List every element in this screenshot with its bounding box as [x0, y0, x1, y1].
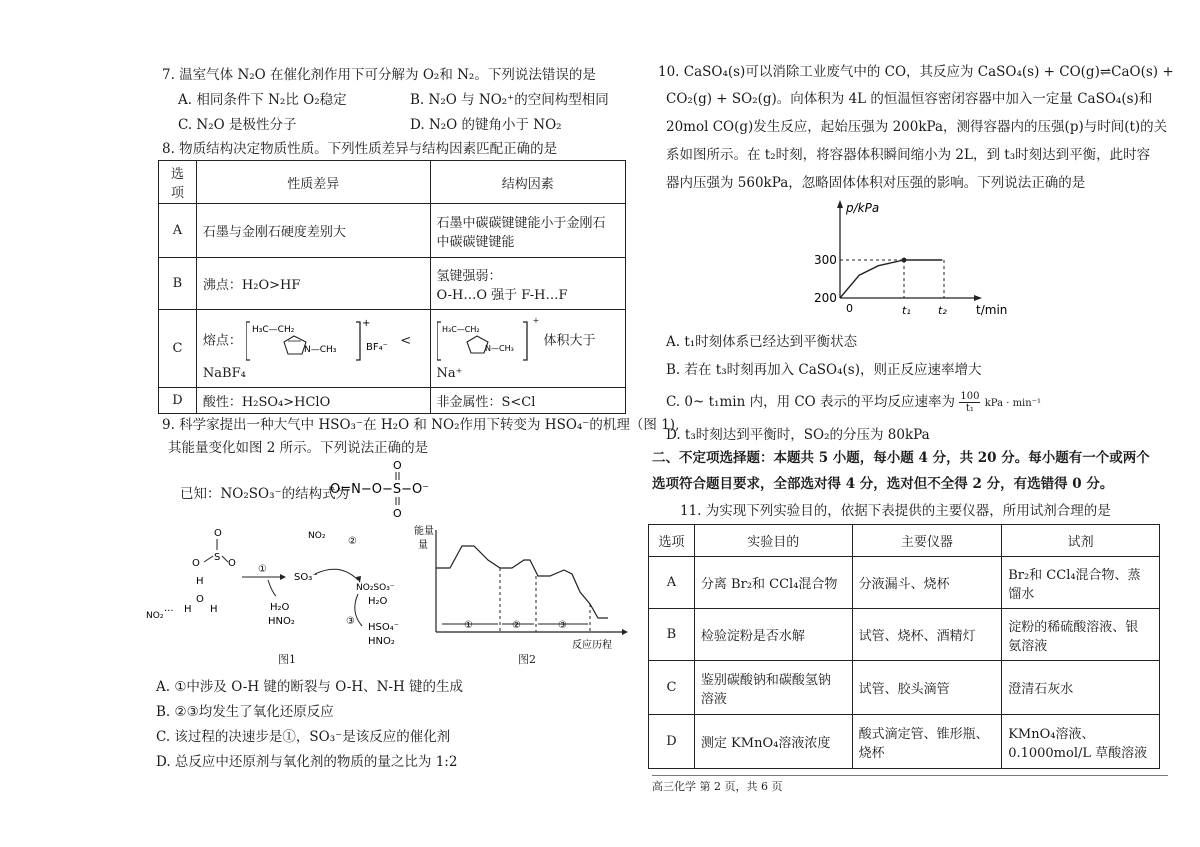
q11-row-a-goal: 分离 Br₂和 CCl₄混合物: [694, 557, 852, 609]
part2-heading-line2: 选项符合题目要求，全部选对得 4 分，选对但不全得 2 分，有选错得 0 分。: [652, 476, 1114, 492]
q9-option-d: D. 总反应中还原剂与氧化剂的物质的量之比为 1:2: [156, 754, 458, 770]
q8-row-a-factor: [430, 204, 626, 258]
q11-row-a-reagent-line1: Br₂和 CCl₄混合物、蒸: [1008, 567, 1141, 583]
q7-option-a: A. 相同条件下 N₂比 O₂稳定: [178, 92, 347, 108]
q11-row-c-reagent: 澄清石灰水: [1002, 661, 1160, 715]
figure-1-mechanism: [140, 522, 420, 652]
chart-point-t1: [902, 258, 907, 263]
q9-option-b: B. ②③均发生了氧化还原反应: [156, 704, 334, 720]
q11-row-c-goal-line2: 溶液: [700, 691, 727, 707]
ion-ethyl-label: H₃C—CH₂: [252, 325, 295, 335]
q8-row-a-factor-line1: 石墨中碳碳键键能小于金刚石: [436, 215, 606, 231]
q8-table: [158, 160, 626, 414]
fig2-x-label: 反应历程: [572, 640, 612, 651]
table-row: [649, 557, 1160, 609]
q11-header-option: 选项: [649, 525, 695, 557]
fig1-so3: SO₃⁻: [294, 572, 318, 583]
q11-row-d-tools: [852, 715, 1002, 769]
q8-row-b-factor: [430, 258, 626, 310]
cation-methyl-label: N—CH₃: [484, 344, 514, 353]
fig1-hso4: HSO₄⁻: [368, 622, 400, 633]
q11-table: [648, 524, 1160, 769]
ion-charge: +: [362, 318, 371, 329]
fig1-no2: NO₂: [146, 611, 164, 621]
chart-xtick-t1: t₁: [902, 304, 911, 317]
q11-row-b-goal: 检验淀粉是否水解: [694, 609, 852, 661]
fig1-no2so3: NO₂SO₃⁻: [356, 583, 395, 593]
q11-row-b-reagent-line2: 氨溶液: [1008, 638, 1048, 654]
q10-line3: 20mol CO(g)发生反应，起始压强为 200kPa，测得容器内的压强(p)与时间(t)的关: [666, 119, 1168, 135]
q11-row-a-option: A: [649, 557, 695, 609]
q9-known-prefix: 已知：NO₂SO₃⁻的结构式为: [180, 486, 350, 502]
q8-header-factor: 结构因素: [430, 161, 626, 204]
q8-row-c-option: C: [159, 310, 197, 388]
table-row: [159, 258, 626, 310]
q10-option-b: B. 若在 t₃时刻再加入 CaSO₄(s)，则正反应速率增大: [666, 362, 982, 378]
fig2-y-label2: 量: [418, 540, 428, 551]
q11-row-d-goal: 测定 KMnO₄溶液浓度: [694, 715, 852, 769]
no2so3-formula: O=N−O−S−O⁻: [330, 482, 430, 497]
q7-option-d: D. N₂O 的键角小于 NO₂: [410, 117, 562, 133]
chart-xtick-0: 0: [846, 302, 853, 315]
fig1-step1: ①: [258, 564, 267, 575]
fig1-h2o-1: H₂O: [270, 602, 290, 613]
fig1-dots: ···: [164, 606, 174, 617]
chart-y-label: p/kPa: [846, 201, 880, 215]
q11-stem: 11. 为实现下列实验目的，依据下表提供的主要仪器，所用试剂合理的是: [680, 503, 1111, 519]
imidazolium-ion-structure: [246, 316, 396, 366]
table-row: [649, 715, 1160, 769]
q8-row-b-property: 沸点：H₂O>HF: [196, 258, 430, 310]
q11-row-c-goal: [694, 661, 852, 715]
fig2-step2: ②: [512, 620, 521, 631]
q8-row-b-factor-line2: O-H…O 强于 F-H…F: [436, 287, 568, 303]
fig2-y-label: 能量: [414, 526, 434, 537]
q11-row-d-reagent-line2: 0.1000mol/L 草酸溶液: [1008, 745, 1148, 761]
fig1-h2: H: [184, 604, 192, 615]
page-footer: 高三化学 第 2 页，共 6 页: [652, 780, 783, 793]
table-row: [159, 388, 626, 414]
fig1-step3: ③: [346, 616, 355, 627]
q10-option-c-fraction: [959, 391, 980, 414]
q10-line5: 器内压强为 560kPa，忽略固体体积对压强的影响。下列说法正确的是: [666, 175, 1086, 191]
fig1-hno2-1: HNO₂: [268, 616, 295, 627]
q11-header-reagent: 试剂: [1002, 525, 1160, 557]
q8-row-a-option: A: [159, 204, 197, 258]
q8-header-property: 性质差异: [196, 161, 430, 204]
q10-option-a: A. t₁时刻体系已经达到平衡状态: [666, 334, 858, 350]
fig2-step3: ③: [558, 620, 567, 631]
q10-option-d: D. t₃时刻达到平衡时，SO₂的分压为 80kPa: [666, 427, 930, 443]
q8-row-c-property-tail: < NaBF₄: [202, 333, 412, 381]
q8-header-option: 选项: [159, 161, 197, 204]
fig1-h1: H: [196, 576, 204, 587]
fig2-step1: ①: [464, 620, 473, 631]
q11-row-b-tools: 试管、烧杯、酒精灯: [852, 609, 1002, 661]
chart-xtick-t2: t₂: [938, 304, 947, 317]
chart-ytick-300: 300: [814, 253, 837, 267]
cation-ethyl-label: H₃C—CH₂: [441, 325, 480, 334]
table-row: [649, 661, 1160, 715]
q8-row-b-factor-line1: 氢键强弱：: [436, 268, 502, 284]
figure-2-energy-diagram: [412, 520, 632, 652]
q8-row-c-property-label: 熔点：: [202, 333, 242, 349]
table-row: [159, 310, 626, 388]
q8-row-a-factor-line2: 中碳碳键键能: [436, 234, 515, 250]
table-row: [159, 204, 626, 258]
q11-row-c-option: C: [649, 661, 695, 715]
imidazolium-cation-structure: [437, 316, 529, 366]
q11-row-b-reagent: [1002, 609, 1160, 661]
q7-option-b: B. N₂O 与 NO₂⁺的空间构型相同: [410, 92, 609, 108]
pressure-time-chart: [806, 198, 1026, 320]
q11-table-header: [649, 525, 1160, 557]
q8-table-header: [159, 161, 626, 204]
q8-row-c-factor-text: 体积大于 Na⁺: [436, 333, 596, 381]
q11-row-a-reagent-line2: 馏水: [1008, 586, 1035, 602]
part2-heading-line1: 二、不定项选择题：本题共 5 小题，每小题 4 分，共 20 分。每小题有一个或两个: [652, 450, 1150, 466]
no2so3-top-o: O: [393, 459, 402, 472]
fig1-hno2-2: HNO₂: [368, 636, 395, 647]
q10-line4: 系如图所示。在 t₂时刻，将容器体积瞬间缩小为 2L，到 t₃时刻达到平衡，此时容: [666, 147, 1151, 163]
q8-row-d-factor: 非金属性：S<Cl: [430, 388, 626, 414]
fraction-numerator: 100: [960, 391, 980, 402]
fig1-step2: ②: [348, 536, 357, 547]
fig1-h2o-2: H₂O: [368, 596, 388, 607]
ion-anion: BF₄⁻: [366, 342, 388, 353]
q8-row-d-property: 酸性：H₂SO₄>HClO: [196, 388, 430, 414]
q11-row-d-reagent: [1002, 715, 1160, 769]
chart-ytick-200: 200: [814, 291, 837, 305]
q11-row-a-reagent: [1002, 557, 1160, 609]
q11-row-b-reagent-line1: 淀粉的稀硫酸溶液、银: [1008, 619, 1139, 635]
chart-pressure-line: [840, 260, 942, 298]
q10-option-c-unit: kPa · min⁻¹: [984, 398, 1041, 409]
q11-row-c-tools: 试管、胶头滴管: [852, 661, 1002, 715]
chart-x-label: t/min: [976, 303, 1008, 317]
q8-row-a-property: 石墨与金刚石硬度差别大: [196, 204, 430, 258]
q11-row-c-goal-line1: 鉴别碳酸钠和碳酸氢钠: [700, 672, 831, 688]
ion-methyl-label: N—CH₃: [304, 345, 337, 355]
figure-1-label: 图1: [278, 653, 296, 666]
fig1-no2-top: NO₂: [308, 531, 326, 541]
q11-row-d-tools-line2: 烧杯: [858, 745, 885, 761]
footer-rule: [652, 775, 1168, 776]
q10-line1: 10. CaSO₄(s)可以消除工业废气中的 CO，其反应为 CaSO₄(s) + CO(g)⇌CaO(s) +: [658, 64, 1174, 80]
q9-option-c: C. 该过程的决速步是①，SO₃⁻是该反应的催化剂: [156, 729, 451, 745]
q11-row-d-tools-line1: 酸式滴定管、锥形瓶、: [858, 726, 989, 742]
q11-row-d-reagent-line1: KMnO₄溶液、: [1008, 726, 1095, 742]
fig1-o-top: O: [214, 528, 222, 539]
fig1-o-right: O: [228, 558, 236, 569]
no2so3-bottom-o: O: [393, 507, 402, 520]
q11-row-b-option: B: [649, 609, 695, 661]
fig1-o-left: O: [192, 558, 200, 569]
q8-row-c-factor: [430, 310, 626, 388]
fig1-s-atom: S: [214, 552, 221, 563]
q11-row-a-tools: 分液漏斗、烧杯: [852, 557, 1002, 609]
q11-header-goal: 实验目的: [694, 525, 852, 557]
q10-line2: CO₂(g) + SO₂(g)。向体积为 4L 的恒温恒容密闭容器中加入一定量 CaSO₄(s)和: [666, 91, 1153, 107]
table-row: [649, 609, 1160, 661]
q9-option-a: A. ①中涉及 O-H 键的断裂与 O-H、N-H 键的生成: [156, 679, 464, 695]
q8-stem: 8. 物质结构决定物质性质。下列性质差异与结构因素匹配正确的是: [162, 141, 558, 157]
q10-option-c-text: C. 0~ t₁min 内，用 CO 表示的平均反应速率为: [666, 394, 956, 410]
q8-row-b-option: B: [159, 258, 197, 310]
q8-row-d-option: D: [159, 388, 197, 414]
cation-charge: +: [532, 316, 540, 325]
q9-stem-line1: 9. 科学家提出一种大气中 HSO₃⁻在 H₂O 和 NO₂作用下转变为 HSO₄⁻的机理（图 1),: [162, 417, 680, 433]
q7-option-c: C. N₂O 是极性分子: [178, 117, 297, 133]
fig1-o-mid: O: [196, 594, 204, 605]
q11-header-tools: 主要仪器: [852, 525, 1002, 557]
q11-row-d-option: D: [649, 715, 695, 769]
q8-row-c-property: [196, 310, 430, 388]
no2so3-structure: [330, 455, 460, 520]
q10-option-c: [666, 390, 1041, 414]
figure-2-label: 图2: [518, 653, 536, 666]
fraction-denominator: t₁: [965, 403, 974, 414]
q9-stem-line2: 其能量变化如图 2 所示。下列说法正确的是: [168, 440, 429, 456]
q7-stem: 7. 温室气体 N₂O 在催化剂作用下可分解为 O₂和 N₂。下列说法错误的是: [162, 67, 596, 83]
fig1-h3: H: [210, 604, 218, 615]
